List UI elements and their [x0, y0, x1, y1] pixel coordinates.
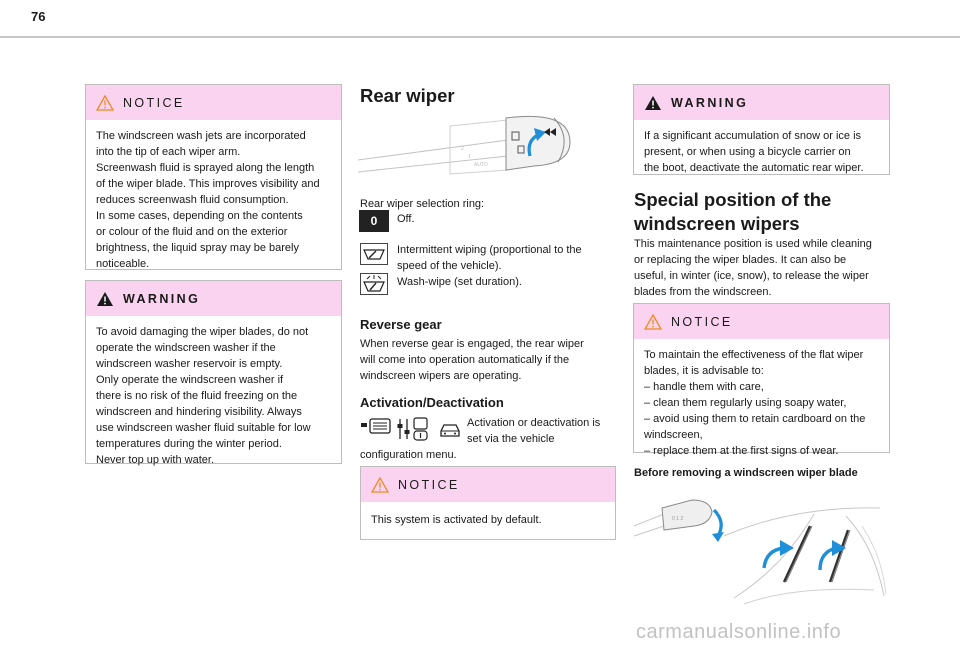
special-position-intro: [634, 236, 872, 300]
notice-header: [634, 304, 889, 339]
off-digit: 0: [370, 214, 378, 228]
svg-text:AUTO: AUTO: [474, 162, 488, 168]
notice-body: [361, 502, 615, 536]
text-line: into the tip of each wiper arm.: [96, 146, 241, 158]
text-line: blades, it is advisable to:: [644, 365, 764, 377]
text-line: – clean them regularly using soapy water,: [644, 397, 847, 409]
notice-title: NOTICE: [671, 314, 733, 329]
warning-title: WARNING: [123, 291, 201, 306]
warning-triangle-icon: [96, 95, 114, 111]
notice-header: [361, 467, 615, 502]
text-line: operate the windscreen washer if the: [96, 342, 276, 354]
reverse-gear-heading: Reverse gear: [360, 317, 442, 332]
text-line: – replace them at the first signs of wear.: [644, 445, 839, 457]
warning-header: [86, 281, 341, 316]
text-line: This maintenance position is used while cleaning: [634, 238, 872, 250]
off-text: Off.: [397, 213, 415, 225]
text-line: To maintain the effectiveness of the flat wiper: [644, 349, 864, 361]
text-line: windscreen,: [644, 429, 703, 441]
text-line: present, or when using a bicycle carrier on: [644, 146, 851, 158]
text-line: of the wiper blade. This improves visibility and: [96, 178, 320, 190]
text-line: or replacing the wiper blades. It can also be: [634, 254, 847, 266]
screen-menu-icon: [360, 417, 392, 439]
wiper-removal-illustration: [634, 486, 892, 606]
off-position-icon: [359, 210, 389, 232]
wash-wipe-icon: [360, 273, 388, 295]
notice-header: [86, 85, 341, 120]
wash-wipe-text: Wash-wipe (set duration).: [397, 276, 522, 288]
top-divider: [0, 36, 960, 38]
ring-label: Rear wiper selection ring:: [360, 198, 485, 210]
settings-sliders-icon: [396, 416, 430, 442]
text-line: Never top up with water.: [96, 454, 215, 466]
text-line: – avoid using them to retain cardboard on the: [644, 413, 866, 425]
vehicle-icon: [438, 421, 462, 439]
notice-box-default: [360, 466, 616, 540]
reverse-gear-text: [360, 336, 584, 384]
special-position-heading: [634, 188, 831, 236]
intermittent-text-1: Intermittent wiping (proportional to the: [397, 244, 582, 256]
heading-line: Special position of the: [634, 189, 832, 210]
text-line: Only operate the windscreen washer if: [96, 374, 284, 386]
text-line: the boot, deactivate the automatic rear wiper.: [644, 162, 864, 174]
warning-box-snow: [633, 84, 890, 175]
svg-text:0 1 2: 0 1 2: [672, 516, 684, 522]
intermittent-text-2: speed of the vehicle).: [397, 260, 502, 272]
warning-body: [634, 120, 889, 184]
warning-triangle-icon: [644, 314, 662, 330]
svg-text:2: 2: [461, 146, 464, 152]
wiper-stalk-illustration: [358, 112, 576, 182]
notice-title: NOTICE: [398, 477, 460, 492]
text-line: The windscreen wash jets are incorporated: [96, 130, 306, 142]
text-line: brightness, the liquid spray may be barely: [96, 242, 299, 254]
rear-wiper-heading: Rear wiper: [360, 85, 455, 106]
text-line: To avoid damaging the wiper blades, do not: [96, 326, 309, 338]
text-line: windscreen and hindering visibility. Always: [96, 406, 302, 418]
activation-heading: Activation/Deactivation: [360, 395, 504, 410]
text-line: noticeable.: [96, 258, 150, 270]
text-line: blades from the windscreen.: [634, 286, 772, 298]
text-line: When reverse gear is engaged, the rear wiper: [360, 338, 584, 350]
activation-text-1: Activation or deactivation is: [467, 417, 601, 429]
text-line: temperatures during the winter period.: [96, 438, 282, 450]
warning-body: [86, 316, 341, 476]
text-line: or colour of the fluid and on the exterior: [96, 226, 288, 238]
text-line: reduces screenwash fluid consumption.: [96, 194, 289, 206]
watermark: carmanualsonline.info: [636, 621, 842, 643]
text-line: If a significant accumulation of snow or ice is: [644, 130, 862, 142]
notice-box-maintenance: [633, 303, 890, 457]
before-removing-heading: Before removing a windscreen wiper blade: [634, 467, 858, 479]
warning-header: [634, 85, 889, 120]
text-line: This system is activated by default.: [371, 514, 542, 526]
text-line: windscreen washer reservoir is empty.: [96, 358, 283, 370]
warning-triangle-icon: [644, 95, 662, 111]
svg-text:1: 1: [468, 154, 471, 160]
text-line: will come into operation automatically if the: [360, 354, 570, 366]
notice-box-wash-jets: [85, 84, 342, 270]
warning-triangle-icon: [96, 291, 114, 307]
heading-line: windscreen wipers: [634, 213, 800, 234]
text-line: windscreen wipers are operating.: [360, 370, 522, 382]
activation-text-3: configuration menu.: [360, 449, 457, 461]
warning-triangle-icon: [371, 477, 389, 493]
text-line: – handle them with care,: [644, 381, 764, 393]
activation-text-2: set via the vehicle: [467, 433, 555, 445]
notice-body: [86, 120, 341, 280]
text-line: use windscreen washer fluid suitable for low: [96, 422, 311, 434]
text-line: Screenwash fluid is sprayed along the length: [96, 162, 315, 174]
page-number: 76: [31, 9, 46, 24]
warning-box-washer: [85, 280, 342, 464]
text-line: useful, in winter (ice, snow), to release the wiper: [634, 270, 869, 282]
notice-title: NOTICE: [123, 95, 185, 110]
text-line: there is no risk of the fluid freezing on the: [96, 390, 298, 402]
warning-title: WARNING: [671, 95, 749, 110]
text-line: In some cases, depending on the contents: [96, 210, 303, 222]
notice-body: [634, 339, 889, 467]
intermittent-wipe-icon: [360, 243, 388, 265]
